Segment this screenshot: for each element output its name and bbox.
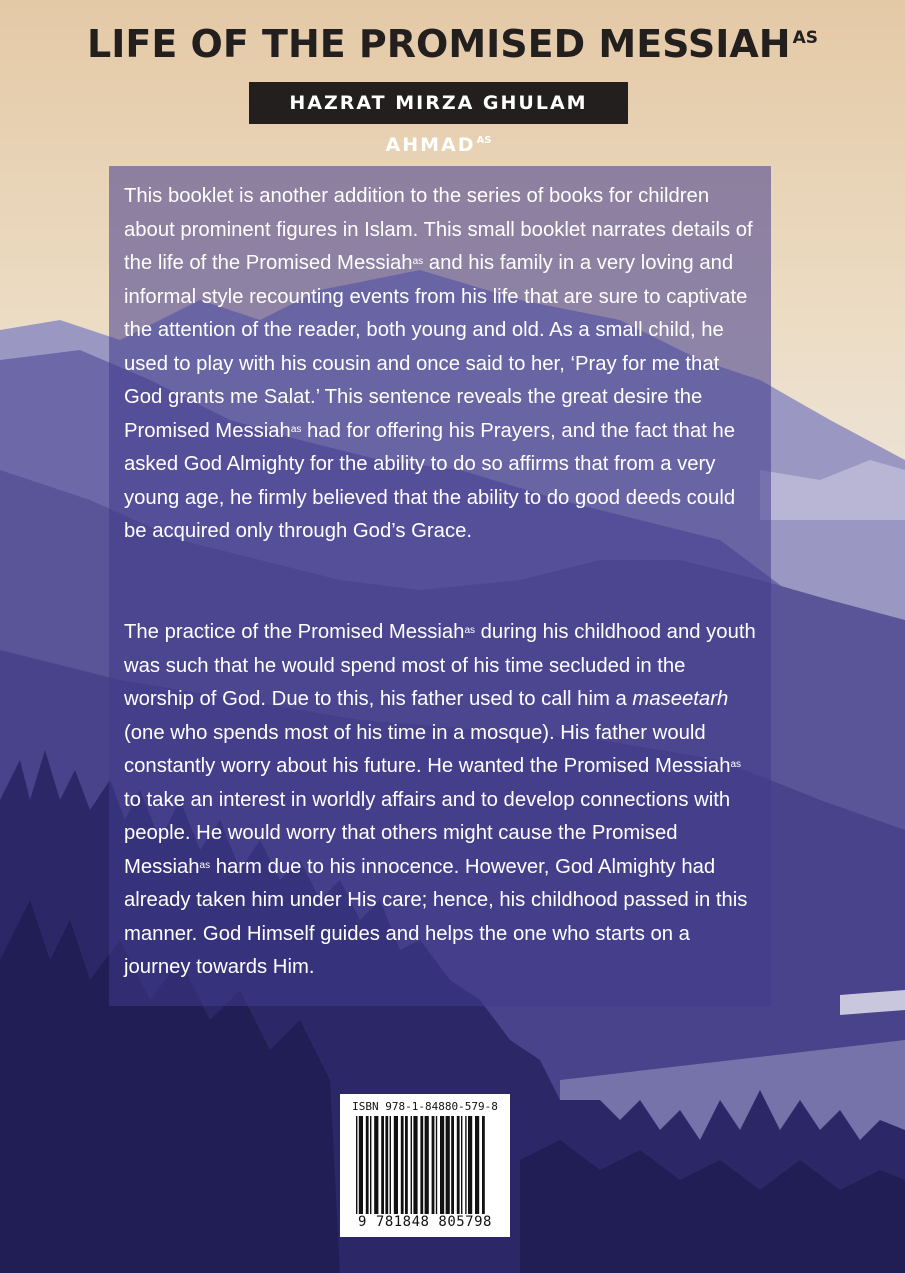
isbn-barcode-box bbox=[340, 1094, 510, 1237]
barcode-bar bbox=[413, 1116, 417, 1214]
barcode-bar bbox=[374, 1116, 378, 1214]
author-banner bbox=[249, 82, 628, 156]
barcode-bar bbox=[420, 1116, 423, 1214]
barcode-bar bbox=[390, 1116, 391, 1214]
barcode-bar bbox=[385, 1116, 388, 1214]
text-run: had for offering his Prayers, and the fact that he asked God Almighty for the ability to do so affirms that from a very young age, he firmly believed that the ability to do good deeds could be acquired only through God’s Grace. bbox=[124, 419, 736, 542]
barcode-bar bbox=[381, 1116, 384, 1214]
title-honorific: AS bbox=[792, 28, 818, 48]
isbn-digits: 9 781848 805798 bbox=[358, 1214, 492, 1230]
barcode-bar bbox=[482, 1116, 485, 1214]
barcode-bar bbox=[425, 1116, 429, 1214]
honorific-superscript: as bbox=[199, 859, 211, 871]
honorific-superscript: as bbox=[290, 423, 302, 435]
text-run: to take an interest in worldly affairs and to develop connections with people. He would worry that others might cause the Promised Messiah bbox=[124, 788, 731, 878]
barcode-bar bbox=[451, 1116, 454, 1214]
book-title-text: LIFE OF THE PROMISED MESSIAH bbox=[87, 22, 791, 66]
barcode-bar bbox=[457, 1116, 460, 1214]
barcode-bar bbox=[394, 1116, 398, 1214]
text-run: and his family in a very loving and informal style recounting events from his life that are sure to captivate the attention of the reader, both young and old. As a small child, he used to play with his cousin and once said to her, ‘Pray for me that God grants me Salat.’ This sentence reveals the great desire the Promised Messiah bbox=[124, 252, 748, 442]
barcode-bar bbox=[405, 1116, 408, 1214]
barcode-bar bbox=[366, 1116, 369, 1214]
author-name: HAZRAT MIRZA GHULAM AHMAD bbox=[289, 92, 588, 156]
italic-term: maseetarh bbox=[632, 688, 729, 710]
barcode-bar bbox=[359, 1116, 363, 1214]
barcode-bar bbox=[432, 1116, 435, 1214]
text-run: harm due to his innocence. However, God Almighty had already taken him under His care; hence, his childhood passed in this manner. God Himself guides and helps the one who starts on a journey towards Him. bbox=[124, 855, 748, 978]
barcode-bar bbox=[356, 1116, 357, 1214]
barcode-bar bbox=[465, 1116, 466, 1214]
text-run: The practice of the Promised Messiah bbox=[124, 621, 465, 643]
blurb-paragraph-2 bbox=[124, 616, 760, 985]
honorific-superscript: as bbox=[412, 256, 424, 267]
author-honorific: AS bbox=[476, 135, 492, 146]
barcode-bar bbox=[401, 1116, 404, 1214]
barcode-bar bbox=[446, 1116, 450, 1214]
barcode-bar bbox=[468, 1116, 472, 1214]
barcode-bar bbox=[370, 1116, 371, 1214]
barcode-bar bbox=[461, 1116, 462, 1214]
text-run: (one who spends most of his time in a mosque). His father would constantly worry about his future. He wanted the Promised Messiah bbox=[124, 721, 731, 777]
barcode-bar bbox=[436, 1116, 437, 1214]
book-title bbox=[0, 22, 905, 66]
blurb-paragraph-1 bbox=[124, 180, 760, 549]
honorific-superscript: as bbox=[464, 625, 475, 636]
isbn-label: ISBN 978-1-84880-579-8 bbox=[352, 1100, 498, 1113]
barcode-bars bbox=[356, 1116, 494, 1214]
barcode-bar bbox=[475, 1116, 479, 1214]
barcode-bar bbox=[440, 1116, 444, 1214]
honorific-superscript: as bbox=[730, 759, 742, 770]
text-run: This booklet is another addition to the series of books for children about prominent figures in Islam. This small booklet narrates details of the life of the Promised Messiah bbox=[124, 185, 753, 274]
text-run: during his childhood and youth was such that he would spend most of his time secluded in the worship of God. Due to this, his father used to call him a bbox=[124, 621, 756, 710]
barcode-bar bbox=[411, 1116, 412, 1214]
